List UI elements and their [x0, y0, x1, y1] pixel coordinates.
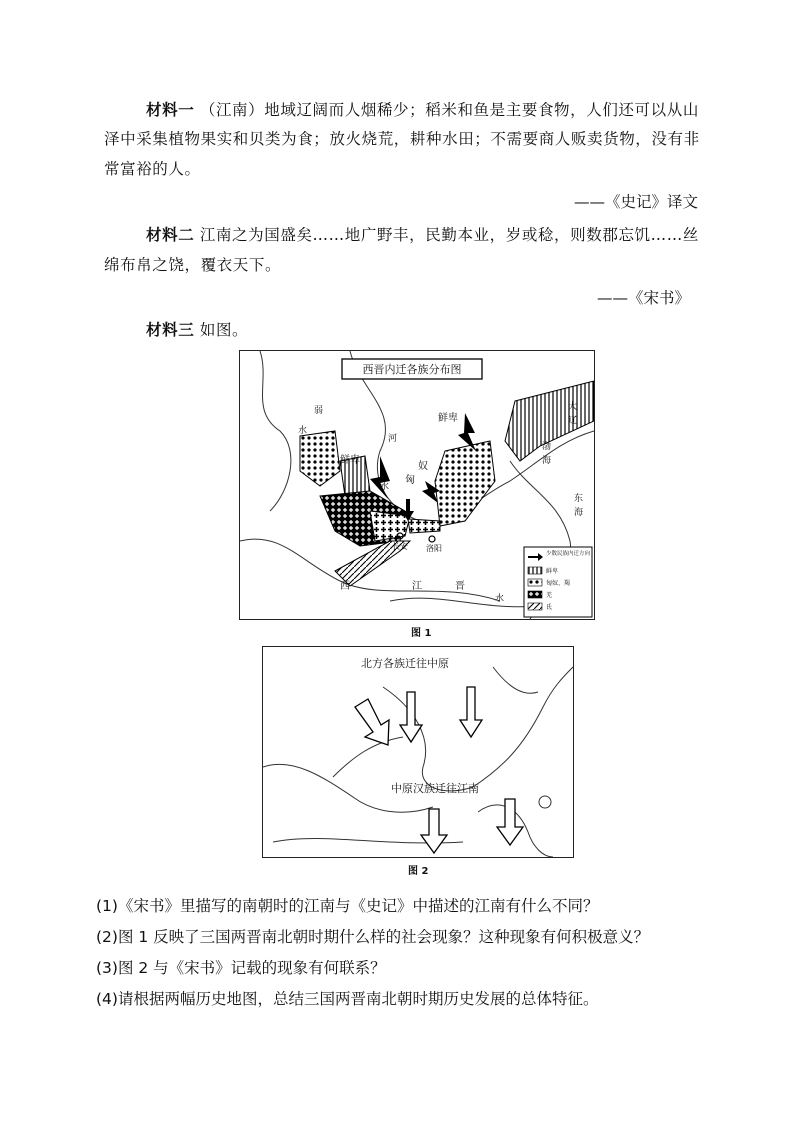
label-jin: 晋 — [455, 581, 465, 592]
material-3-text: 如图。 — [199, 321, 249, 339]
material-1-line-3: 常富裕的人。 — [104, 160, 201, 178]
label-hai-1: 海 — [542, 456, 552, 466]
material-3-label: 材料三 — [146, 320, 195, 339]
label-hai-2: 海 — [574, 508, 584, 518]
material-2-text-1: 江南之为国盛矣……地广野丰，民勤本业，岁或稔，则数郡忘饥……丝 — [199, 226, 699, 244]
material-2-label: 材料二 — [146, 225, 195, 244]
label-liao: 辽 — [568, 416, 578, 426]
material-2-line-1 — [146, 223, 699, 245]
migration-arrow-xianbei-east — [458, 413, 476, 451]
legend-item-3: 羌 — [546, 592, 553, 599]
migration-arrow-south-1 — [421, 809, 447, 853]
map-2-caption: 图 2 — [408, 866, 429, 877]
material-1-label: 材料一 — [146, 100, 195, 119]
map-2-south-label: 中原汉族迁往江南 — [391, 782, 479, 795]
map-1-graphic — [240, 351, 594, 619]
label-changan: 长安 — [392, 542, 408, 551]
material-1-line-1 — [146, 98, 699, 120]
map-2-graphic — [263, 647, 573, 857]
migration-arrow-north-1 — [355, 699, 389, 745]
legend-item-1: 鲜卑 — [546, 568, 559, 575]
label-luoyang: 洛阳 — [426, 544, 442, 553]
question-3: (3)图 2 与《宋书》记载的现象有何联系？ — [96, 959, 386, 977]
label-nu: 奴 — [418, 461, 428, 472]
label-xi: 西 — [340, 581, 350, 592]
material-1-source: ——《史记》译文 — [573, 193, 698, 211]
label-xianbei-2: 鲜卑 — [438, 413, 458, 424]
migration-arrow-south-2 — [497, 799, 523, 845]
label-dong: 东 — [574, 494, 584, 504]
material-1-text-1: （江南）地域辽阔而人烟稀少；稻米和鱼是主要食物，人们还可以从山 — [199, 101, 699, 119]
material-2-line-2: 绵布帛之饶，覆衣天下。 — [104, 256, 282, 274]
map-2 — [262, 646, 574, 858]
question-4: (4)请根据两幅历史地图，总结三国两晋南北朝时期历史发展的总体特征。 — [96, 990, 599, 1008]
label-xiong: 匈 — [405, 475, 415, 486]
map-1 — [239, 350, 595, 620]
migration-arrow-north-2 — [400, 692, 422, 742]
label-bo: 渤 — [542, 442, 552, 452]
map-1-legend — [524, 547, 592, 617]
map-2-north-label: 北方各族迁往中原 — [361, 657, 449, 670]
label-ruo: 弱 — [314, 406, 324, 416]
question-1: (1)《宋书》里描写的南朝时的江南与《史记》中描述的江南有什么不同？ — [96, 897, 599, 915]
map-1-caption: 图 1 — [411, 628, 432, 639]
label-he: 河 — [388, 434, 398, 444]
legend-item-2: 匈奴、羯 — [546, 580, 571, 587]
label-shui-1: 水 — [298, 426, 308, 436]
label-jiang: 江 — [412, 581, 422, 592]
label-xianbei-1: 鲜卑 — [340, 455, 360, 466]
legend-item-4: 氐 — [546, 604, 553, 611]
label-shui-3: 水 — [495, 594, 505, 604]
map-1-title: 西晋内迁各族分布图 — [362, 363, 462, 376]
migration-arrow-north-3 — [460, 687, 482, 737]
label-da: 大 — [568, 402, 578, 412]
material-1-line-2: 泽中采集植物果实和贝类为食；放火烧荒，耕种水田；不需要商人贩卖货物，没有非 — [104, 130, 700, 148]
material-3-line — [146, 318, 248, 340]
legend-item-0: 少数民族内迁方向 — [546, 551, 591, 557]
label-shui-2: 水 — [380, 482, 390, 492]
material-2-source: ——《宋书》 — [596, 289, 690, 307]
question-2: (2)图 1 反映了三国两晋南北朝时期什么样的社会现象？这种现象有何积极意义？ — [96, 928, 650, 946]
